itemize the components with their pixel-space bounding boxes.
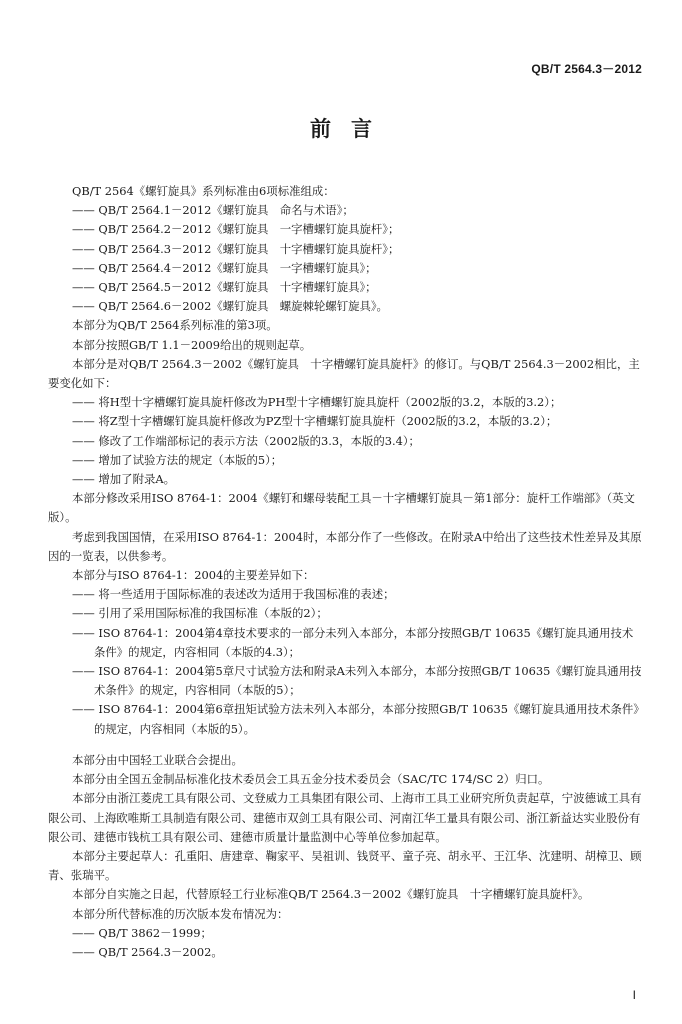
list-item: —— QB/T 2564.5－2012《螺钉旋具 十字槽螺钉旋具》； (72, 280, 377, 295)
list-item: —— 增加了试验方法的规定（本版的5）； (72, 452, 283, 467)
page-title: 前言 (310, 116, 392, 141)
list-item: —— 引用了采用国际标准的我国标准（本版的2）； (72, 606, 328, 621)
paragraph: 本部分为QB/T 2564系列标准的第3项。 (72, 318, 278, 333)
paragraph: 本部分修改采用ISO 8764-1：2004《螺钉和螺母装配工具－十字槽螺钉旋具－第1部分：旋杆工作端部》（英文版）。 (48, 491, 635, 525)
list-item: —— 修改了工作端部标记的表示方法（2002版的3.3，本版的3.4）； (72, 433, 420, 448)
list-item: —— ISO 8764-1：2004第4章技术要求的一部分未列入本部分，本部分按照GB/T 10635《螺钉旋具通用技术条件》的规定，内容相同（本版的4.3）； (72, 625, 634, 659)
paragraph: 本部分是对QB/T 2564.3－2002《螺钉旋具 十字槽螺钉旋具旋杆》的修订。与QB/T 2564.3－2002相比，主要变化如下： (48, 356, 640, 391)
paragraph: QB/T 2564《螺钉旋具》系列标准由6项标准组成： (72, 184, 335, 198)
list-item: —— 将一些适用于国际标准的表述改为适用于我国标准的表述； (72, 587, 395, 602)
list-item: —— 将H型十字槽螺钉旋具旋杆修改为PH型十字槽螺钉旋具旋杆（2002版的3.2，本版的3.2）； (72, 395, 562, 410)
paragraph: 本部分按照GB/T 1.1－2009给出的规则起草。 (72, 337, 312, 352)
list-item: —— 增加了附录A。 (72, 472, 175, 487)
preface-body (48, 182, 642, 962)
paragraph: 本部分由中国轻工业联合会提出。 (72, 752, 243, 767)
paragraph: 本部分由浙江菱虎工具有限公司、文登威力工具集团有限公司、上海市工具工业研究所负责起草，宁波德诚工具有限公司、上海欧唯斯工具制造有限公司、建德市双剑工具有限公司、河南江华工量具有限公司、浙江新益达实业股份有限公司、建德市钱杭工具有限公司、建德市质量计量监测中心等单位参加起草。 (48, 791, 642, 844)
list-item: —— QB/T 2564.6－2002《螺钉旋具 螺旋棘轮螺钉旋具》。 (72, 299, 388, 314)
list-item: —— QB/T 2564.3－2012《螺钉旋具 十字槽螺钉旋具旋杆》； (72, 241, 400, 256)
standard-code: QB/T 2564.3－2012 (531, 62, 642, 76)
paragraph: 本部分主要起草人：孔重阳、唐建章、鞠家平、吴祖训、钱贤平、童子亮、胡永平、王江华、沈建明、胡樟卫、顾青、张瑞平。 (48, 848, 642, 883)
list-item: —— 将Z型十字槽螺钉旋具旋杆修改为PZ型十字槽螺钉旋具旋杆（2002版的3.2，本版的3.2）； (72, 414, 558, 429)
list-item: —— QB/T 2564.4－2012《螺钉旋具 一字槽螺钉旋具》； (72, 260, 377, 275)
paragraph: 本部分由全国五金制品标准化技术委员会工具五金分技术委员会（SAC/TC 174/SC 2）归口。 (72, 772, 550, 787)
paragraph: 本部分与ISO 8764-1：2004的主要差异如下： (72, 568, 315, 583)
spacer (48, 739, 642, 751)
page-number: I (632, 988, 636, 1002)
list-item: —— QB/T 2564.2－2012《螺钉旋具 一字槽螺钉旋具旋杆》； (72, 222, 400, 237)
list-item: —— QB/T 2564.1－2012《螺钉旋具 命名与术语》； (72, 203, 354, 218)
list-item: —— ISO 8764-1：2004第5章尺寸试验方法和附录A未列入本部分，本部分按照GB/T 10635《螺钉旋具通用技术条件》的规定，内容相同（本版的5）； (72, 664, 642, 698)
list-item: —— QB/T 2564.3－2002。 (72, 944, 223, 959)
paragraph: 本部分所代替标准的历次版本发布情况为： (72, 906, 289, 921)
paragraph: 本部分自实施之日起，代替原轻工行业标准QB/T 2564.3－2002《螺钉旋具 十字槽螺钉旋具旋杆》。 (72, 887, 590, 902)
list-item: —— QB/T 3862－1999； (72, 925, 212, 940)
paragraph: 考虑到我国国情，在采用ISO 8764-1：2004时，本部分作了一些修改。在附录A中给出了这些技术性差异及其原因的一览表，以供参考。 (48, 529, 642, 563)
list-item: —— ISO 8764-1：2004第6章扭矩试验方法未列入本部分，本部分按照GB/T 10635《螺钉旋具通用技术条件》的规定，内容相同（本版的5）。 (72, 702, 639, 736)
